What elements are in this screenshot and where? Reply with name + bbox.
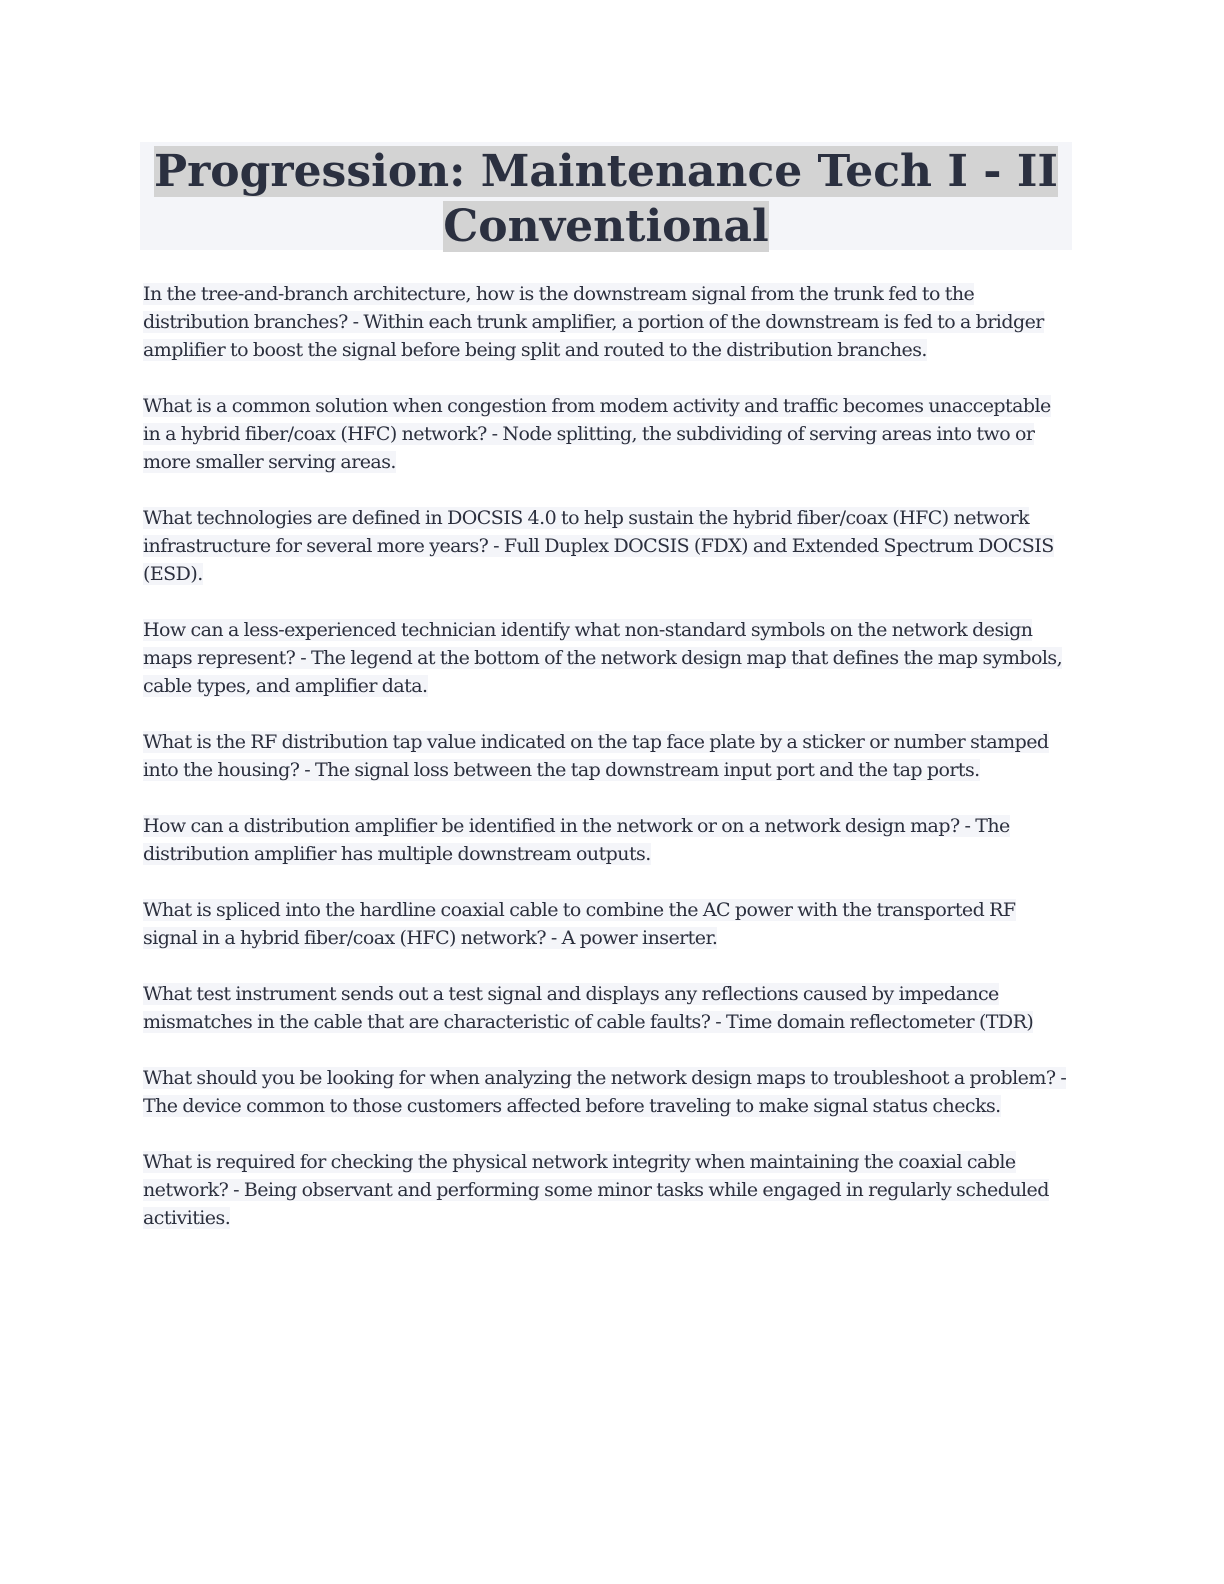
qa-text: What technologies are defined in DOCSIS 4.0 to help sustain the hybrid fiber/coax (HFC) network infrastructure for several more years? - Full Duplex DOCSIS (FDX) and Extended Spectrum DOCSIS (ESD). (143, 507, 1054, 585)
qa-text: What is required for checking the physical network integrity when maintaining the coaxial cable network? - Being observant and performing some minor tasks while engaged in regularly scheduled activities. (143, 1151, 1049, 1229)
qa-item (143, 280, 1072, 364)
title-block (140, 142, 1072, 250)
qa-item (143, 728, 1072, 784)
qa-text: In the tree-and-branch architecture, how is the downstream signal from the trunk fed to the distribution branches? - Within each trunk amplifier, a portion of the downstream is fed to a bridger amplifier to boost the signal before being split and routed to the distribution branches. (143, 283, 1044, 361)
qa-text: How can a less-experienced technician identify what non-standard symbols on the network design maps represent? - The legend at the bottom of the network design map that defines the map symbols, cable types, and amplifier data. (143, 619, 1063, 697)
qa-item (143, 504, 1072, 588)
qa-text: What test instrument sends out a test signal and displays any reflections caused by impedance mismatches in the cable that are characteristic of cable faults? - Time domain reflectometer (TDR) (143, 983, 1034, 1033)
qa-item (143, 1148, 1072, 1232)
document-page (140, 142, 1072, 1260)
qa-text: How can a distribution amplifier be identified in the network or on a network design map? - The distribution amplifier has multiple downstream outputs. (143, 815, 1010, 865)
qa-item (143, 616, 1072, 700)
qa-text: What is spliced into the hardline coaxial cable to combine the AC power with the transported RF signal in a hybrid fiber/coax (HFC) network? - A power inserter. (143, 899, 1016, 949)
qa-text: What is a common solution when congestion from modem activity and traffic becomes unacceptable in a hybrid fiber/coax (HFC) network? - Node splitting, the subdividing of serving areas into two or more smaller serving areas. (143, 395, 1051, 473)
qa-item (143, 1064, 1072, 1120)
qa-item (143, 392, 1072, 476)
qa-item (143, 896, 1072, 952)
qa-text: What is the RF distribution tap value indicated on the tap face plate by a sticker or number stamped into the housing? - The signal loss between the tap downstream input port and the tap ports. (143, 731, 1049, 781)
page-title: Progression: Maintenance Tech I - II Conventional (154, 146, 1058, 252)
qa-item (143, 812, 1072, 868)
qa-item (143, 980, 1072, 1036)
qa-text: What should you be looking for when analyzing the network design maps to troubleshoot a problem? - The device common to those customers affected before traveling to make signal status checks. (143, 1067, 1067, 1117)
qa-list (140, 280, 1072, 1232)
